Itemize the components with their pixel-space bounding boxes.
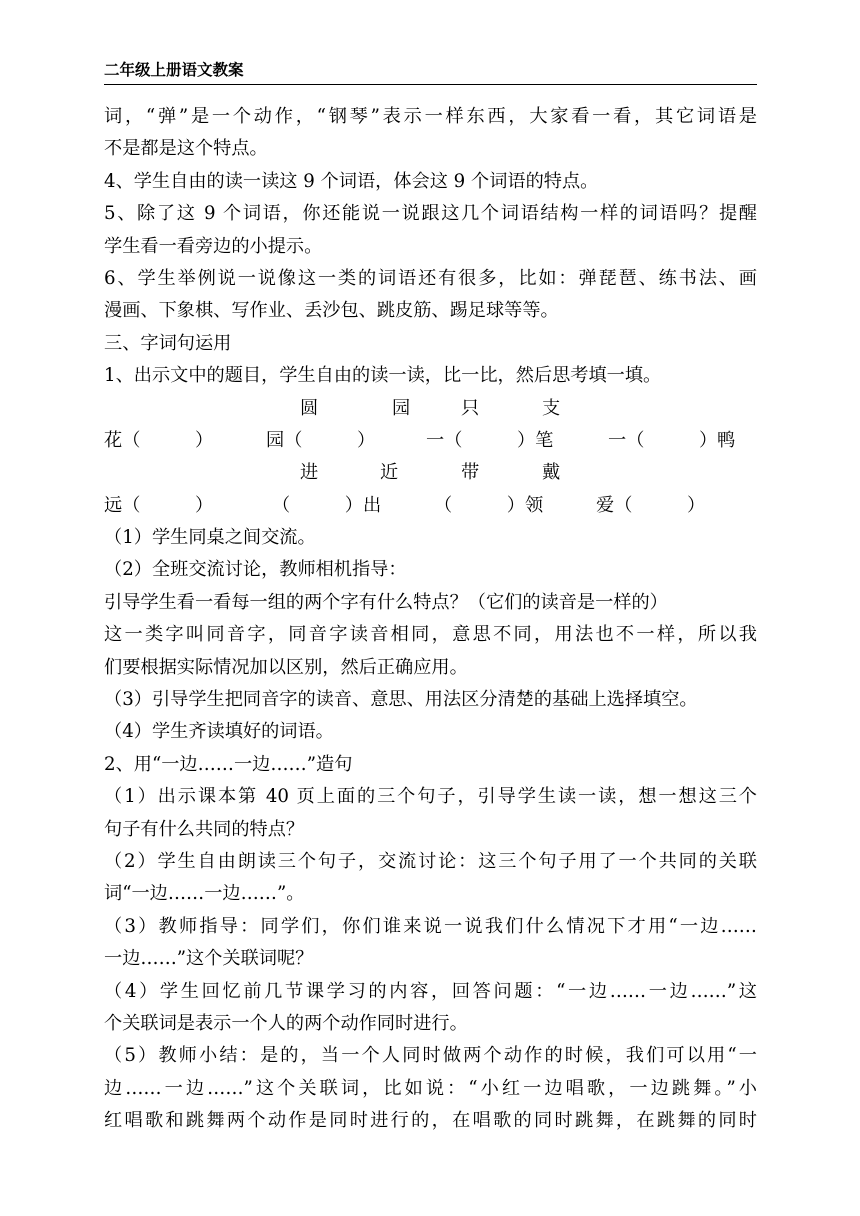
section-heading: 三、字词句运用	[104, 332, 232, 354]
paragraph-line: 4、学生自由的读一读这 9 个词语，体会这 9 个词语的特点。	[104, 170, 599, 192]
paragraph-line: 边……一边……”这个关联词，比如说：“小红一边唱歌，一边跳舞。”小	[104, 1077, 757, 1099]
paragraph-line: 词，“弹”是一个动作，“钢琴”表示一样东西，大家看一看，其它词语是	[104, 106, 757, 127]
exercise-char-row-2	[104, 457, 757, 489]
fill-blank: （ ）领	[434, 494, 544, 516]
paragraph-line: 引导学生看一看每一组的两个字有什么特点？（它们的读音是一样的）	[104, 591, 668, 613]
paragraph-line: 这一类字叫同音字，同音字读音相同，意思不同，用法也不一样，所以我	[104, 624, 757, 646]
homophone-char: 圆	[300, 397, 319, 419]
paragraph-line: 个关联词是表示一个人的两个动作同时进行。	[104, 1012, 468, 1034]
exercise-blank-row-1	[104, 425, 757, 457]
paragraph-line: 1、出示文中的题目，学生自由的读一读，比一比，然后思考填一填。	[104, 365, 662, 387]
homophone-char: 园	[392, 397, 411, 419]
paragraph-line: 们要根据实际情况加以区别，然后正确应用。	[104, 656, 468, 678]
exercise-blank-row-2	[104, 490, 757, 522]
paragraph-line: 5、除了这 9 个词语，你还能说一说跟这几个词语结构一样的词语吗？提醒	[104, 203, 757, 225]
homophone-char: 支	[542, 397, 561, 419]
paragraph-line: （2）全班交流讨论，教师相机指导：	[104, 559, 407, 581]
paragraph-line: 红唱歌和跳舞两个动作是同时进行的，在唱歌的同时跳舞，在跳舞的同时	[104, 1110, 757, 1132]
paragraph-line: （3）引导学生把同音字的读音、意思、用法区分清楚的基础上选择填空。	[104, 689, 698, 711]
fill-blank: 花（ ）	[104, 429, 214, 451]
paragraph-line: （4）学生齐读填好的词语。	[104, 721, 334, 743]
paragraph-line: 一边……”这个关联词呢？	[104, 948, 314, 970]
paragraph-line: 6、学生举例说一说像这一类的词语还有很多，比如：弹琵琶、练书法、画	[104, 267, 757, 289]
fill-blank: 园（ ）	[266, 429, 376, 451]
document-body	[104, 101, 757, 1138]
exercise-char-row-1	[104, 393, 757, 425]
homophone-char: 带	[461, 462, 480, 484]
header-divider	[104, 84, 757, 85]
paragraph-line: 2、用“一边……一边……”造句	[104, 753, 353, 775]
fill-blank: 远（ ）	[104, 494, 214, 516]
paragraph-line: （4）学生回忆前几节课学习的内容，回答问题：“一边……一边……”这	[104, 980, 757, 1002]
homophone-char: 近	[380, 462, 399, 484]
homophone-char: 戴	[542, 462, 561, 484]
homophone-char: 进	[300, 462, 319, 484]
paragraph-line: 词“一边……一边……”。	[104, 883, 305, 905]
paragraph-line: 不是都是这个特点。	[104, 138, 268, 160]
fill-blank: 一（ ）鸭	[608, 429, 736, 451]
paragraph-line: （2）学生自由朗读三个句子，交流讨论：这三个句子用了一个共同的关联	[104, 850, 757, 872]
homophone-char: 只	[461, 397, 480, 419]
paragraph-line: 学生看一看旁边的小提示。	[104, 235, 323, 257]
paragraph-line: 漫画、下象棋、写作业、丢沙包、跳皮筋、踢足球等等。	[104, 300, 559, 322]
paragraph-line: 句子有什么共同的特点？	[104, 818, 305, 840]
paragraph-line: （1）学生同桌之间交流。	[104, 527, 316, 549]
page-header-title: 二年级上册语文教案	[104, 61, 244, 79]
fill-blank: 爱（ ）	[596, 494, 706, 516]
fill-blank: （ ）出	[272, 494, 382, 516]
fill-blank: 一（ ）笔	[426, 429, 554, 451]
paragraph-line: （3）教师指导：同学们，你们谁来说一说我们什么情况下才用“一边……	[104, 915, 757, 937]
paragraph-line: （1）出示课本第 40 页上面的三个句子，引导学生读一读，想一想这三个	[104, 786, 757, 808]
paragraph-line: （5）教师小结：是的，当一个人同时做两个动作的时候，我们可以用“一	[104, 1045, 757, 1067]
